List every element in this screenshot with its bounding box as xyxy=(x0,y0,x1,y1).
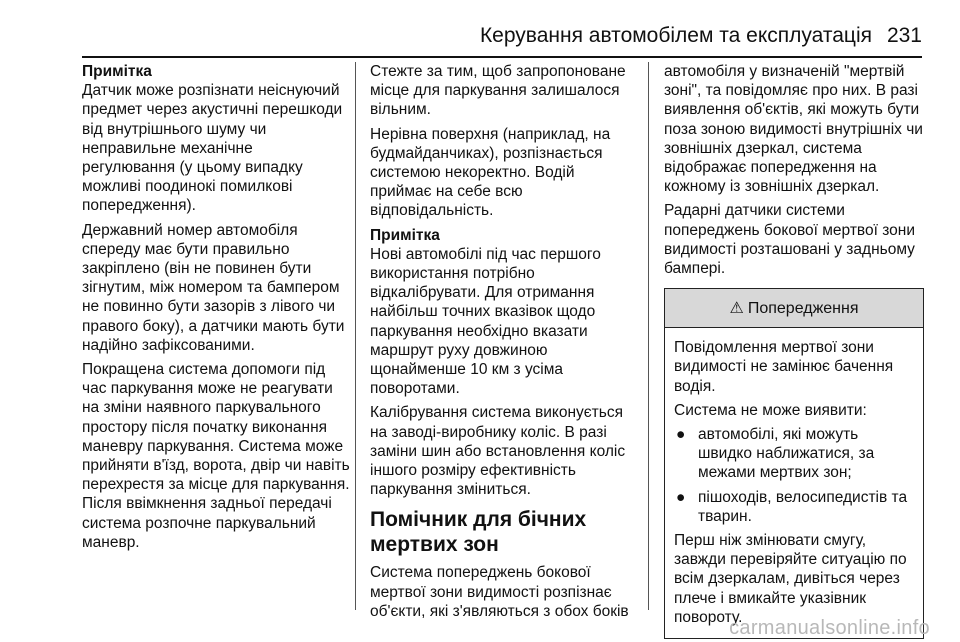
paragraph: Система попереджень бокової мертвої зони видимості розпізнає об'єкти, які з'являються з обох боків xyxy=(370,564,629,620)
warning-list xyxy=(674,425,914,526)
warning-box xyxy=(664,288,924,639)
warning-text: Повідомлення мертвої зони видимості не замінює бачення водія. xyxy=(674,339,894,395)
warning-header xyxy=(665,289,923,328)
note-text: Датчик може розпізнати неіснуючий предмет через акустичні перешкоди від внутрішнього шуму чи неправильне механічне регулювання (у цьому випадку можливі поодинокі помилкові попередження). xyxy=(82,82,343,215)
column-divider-2 xyxy=(648,62,649,610)
page-number: 231 xyxy=(886,24,922,47)
paragraph: Нерівна поверхня (наприклад, на будмайданчиках), розпізнається системою некоректно. Водій приймає на себе всю відповідальність. xyxy=(370,125,611,220)
paragraph: Радарні датчики системи попереджень бокової мертвої зони видимості розташовані у задньому бампері. xyxy=(664,202,915,278)
paragraph: Стежте за тим, щоб запропоноване місце для паркування залишалося вільним. xyxy=(370,63,626,119)
note-title: Примітка xyxy=(370,226,440,244)
chapter-title: Керування автомобілем та експлуатація xyxy=(479,24,872,47)
column-1 xyxy=(82,62,350,557)
list-item-text: автомобілі, які можуть швидко наближатися, за межами мертвих зон; xyxy=(698,426,875,482)
warning-icon: ⚠ xyxy=(729,299,744,317)
warning-body xyxy=(665,328,923,638)
warning-text: Перш ніж змінювати смугу, завжди перевіряйте ситуацію по всім дзеркалам, дивіться через плече і вмикайте указівник повороту. xyxy=(674,532,907,626)
paragraph: Державний номер автомобіля спереду має бути правильно закріплено (він не повинен бути зігнутим, між номером та бампером не повинно бути зазорів з лівого чи правого боку), а датчики мають бути надійно зафіксованими. xyxy=(82,221,345,354)
warning-title: Попередження xyxy=(747,299,859,317)
watermark: carmanualsonline.info xyxy=(729,617,930,639)
list-item xyxy=(674,425,914,483)
note-title: Примітка xyxy=(82,63,152,80)
list-item-text: пішоходів, велосипедистів та тварин. xyxy=(698,488,908,525)
header-divider xyxy=(82,56,922,58)
column-divider-1 xyxy=(355,62,356,610)
column-3 xyxy=(664,62,926,639)
paragraph: Покращена система допомоги під час паркування може не реагувати на зміни наявного паркувального простору після початку виконання маневру паркування. Система може прийняти в'їзд, ворота, двір чи навіть перехрестя за місце для паркування. Після ввімкнення задньої передачі система розпочне паркувальний маневр. xyxy=(82,361,350,551)
list-item xyxy=(674,488,914,526)
page-header xyxy=(0,0,960,52)
paragraph: Калібрування система виконується на заводі-виробнику коліс. В разі заміни шин або встановлення коліс іншого розміру ефективність паркування зміниться. xyxy=(370,404,626,499)
column-2 xyxy=(370,62,636,626)
paragraph: автомобіля у визначеній "мертвій зоні", та повідомляє про них. В разі виявлення об'єктів, які можуть бути поза зоною видимості внутрішніх чи зовнішніх дзеркал, система відображає попередження на кожному із зовнішніх дзеркал. xyxy=(664,63,923,196)
section-heading: Помічник для бічних мертвих зон xyxy=(370,508,587,557)
warning-text: Система не може виявити: xyxy=(674,401,867,419)
bullet-icon: ● xyxy=(676,488,686,506)
note-text: Нові автомобілі під час першого використання потрібно відкалібрувати. Для отримання найбільш точних вказівок щодо паркування необхідно вказати маршрут руху довжиною щонайменше 10 км з усіма поворотами. xyxy=(370,245,601,398)
bullet-icon: ● xyxy=(676,426,686,444)
